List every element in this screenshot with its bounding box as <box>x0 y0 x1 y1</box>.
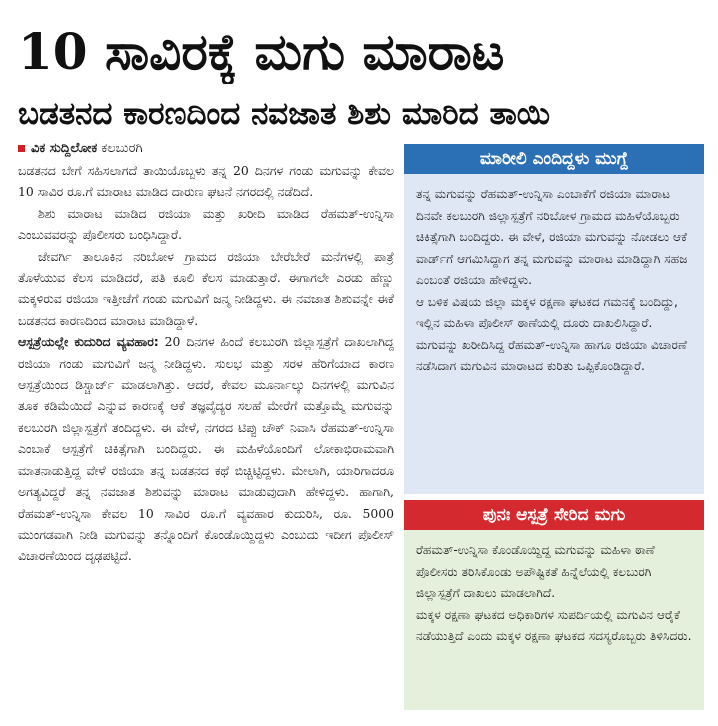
sidebar-box-hospital <box>404 500 704 712</box>
box-paragraph: ರೆಹಮತ್-ಉನ್ನಿಸಾ ಕೊಂಡೊಯ್ದಿದ್ದ ಮಗುವನ್ನು ಮಹಿಳಾ ಠಾಣೆ ಪೊಲೀಸರು ತರಿಸಿಕೊಂಡು ಅಪೌಷ್ಟಿಕತೆ ಹಿನ್ನೆಲೆಯಲ್ಲಿ ಕಲಬುರಗಿ ಜಿಲ್ಲಾಸ್ಪತ್ರೆಗೆ ದಾಖಲು ಮಾಡಲಾಗಿದೆ. <box>416 543 655 600</box>
box-paragraph: ಮಕ್ಕಳ ರಕ್ಷಣಾ ಘಟಕದ ಅಧಿಕಾರಿಗಳ ಸುಪರ್ದಿಯಲ್ಲಿ ಮಗುವಿನ ಆರೈಕೆ ನಡೆಯುತ್ತಿದೆ ಎಂದು ಮಕ್ಕಳ ರಕ್ಷಣಾ ಘಟಕದ ಸದಸ್ಯರೊಬ್ಬರು ತಿಳಿಸಿದರು. <box>416 607 692 643</box>
box-paragraph: ಆ ಬಳಿಕ ವಿಷಯ ಜಿಲ್ಲಾ ಮಕ್ಕಳ ರಕ್ಷಣಾ ಘಟಕದ ಗಮನಕ್ಕೆ ಬಂದಿದ್ದು, ಇಲ್ಲಿನ ಮಹಿಳಾ ಪೊಲೀಸ್ ಠಾಣೆಯಲ್ಲಿ ದೂರು ದಾಖಲಿಸಿದ್ದಾರೆ. ಮಗುವನ್ನು ಖರೀದಿಸಿದ್ದ ರೆಹಮತ್-ಉನ್ನಿಸಾ ಹಾಗೂ ರಜಿಯಾ ವಿಚಾರಣೆ ನಡೆಸಿದಾಗ ಮಗುವಿನ ಮಾರಾಟದ ಕುರಿತು ಒಪ್ಪಿಕೊಂಡಿದ್ದಾರೆ. <box>416 294 687 373</box>
box-title: ಪುನಃ ಆಸ್ಪತ್ರೆ ಸೇರಿದ ಮಗು <box>404 500 704 530</box>
section-heading: ಆಸ್ಪತ್ರೆಯಲ್ಲೇ ಕುದುರಿದ ವ್ಯವಹಾರ: <box>18 334 159 350</box>
bullet-square-icon <box>18 145 25 152</box>
subheadline: ಬಡತನದ ಕಾರಣದಿಂದ ನವಜಾತ ಶಿಶು ಮಾರಿದ ತಾಯಿ <box>18 96 551 132</box>
byline-place: ಕಲಬುರಗಿ <box>101 141 143 156</box>
section-text: 20 ದಿನಗಳ ಹಿಂದೆ ಕಲಬುರಗಿ ಜಿಲ್ಲಾಸ್ಪತ್ರೆಗೆ ದಾಖಲಾಗಿದ್ದ ರಜಿಯಾ ಗಂಡು ಮಗುವಿಗೆ ಜನ್ಮ ನೀಡಿದ್ದಳು. ಸುಲಭ ಮತ್ತು ಸರಳ ಹೆರಿಗೆಯಾದ ಕಾರಣ ಆಸ್ಪತ್ರೆಯಿಂದ ಡಿಸ್ಚಾರ್ಜ್ ಮಾಡಲಾಗಿತ್ತು. ಆದರೆ, ಕೇವಲ ಮೂರ್ನಾಲ್ಕು ದಿನಗಳಲ್ಲಿ ಮಗುವಿನ ತೂಕ ಕಡಿಮೆಯಿದೆ ಎನ್ನುವ ಕಾರಣಕ್ಕೆ ಆಕೆ ತಜ್ಞವೈದ್ಯರ ಸಲಹೆ ಮೇರೆಗೆ ಮತ್ತೊಮ್ಮೆ ಮಗುವನ್ನು ಕಲಬುರಗಿ ಜಿಲ್ಲಾಸ್ಪತ್ರೆಗೆ ತಂದಿದ್ದಳು. ಈ ವೇಳೆ, ನಗರದ ಟಿಪ್ಪು ಚೌಕ್ ನಿವಾಸಿ ರೆಹಮತ್-ಉನ್ನಿಸಾ ಎಂಬಾಕೆ ಆಸ್ಪತ್ರೆಗೆ ಚಿಕಿತ್ಸೆಗಾಗಿ ಬಂದಿದ್ದರು. ಈ ಮಹಿಳೆಯೊಂದಿಗೆ ಲೋಕಾಭಿರಾಮವಾಗಿ ಮಾತನಾಡುತ್ತಿದ್ದ ವೇಳೆ ರಜಿಯಾ ತನ್ನ ಬಡತನದ ಕಥೆ ಬಿಚ್ಚಿಟ್ಟಿದ್ದಳು. ಮೇಲಾಗಿ, ಯಾರಿಗಾದರೂ ಅಗತ್ಯವಿದ್ದರೆ ತನ್ನ ನವಜಾತ ಶಿಶುವನ್ನು ಮಾರಾಟ ಮಾಡುವುದಾಗಿ ಹೇಳಿದ್ದಳು. ಹಾಗಾಗಿ, ರೆಹಮತ್-ಉನ್ನಿಸಾ ಕೇವಲ 10 ಸಾವಿರ ರೂ.ಗೆ ವ್ಯವಹಾರ ಕುದುರಿಸಿ, ರೂ. 5000 ಮುಂಗಡವಾಗಿ ನೀಡಿ ಮಗುವನ್ನು ತನ್ನೊಂದಿಗೆ ಕೊಂಡೊಯ್ದಿದ್ದಳು ಎಂಬುದು ಇದೀಗ ಪೊಲೀಸ್ ವಿಚಾರಣೆಯಿಂದ ದೃಢಪಟ್ಟಿದೆ. <box>18 334 394 564</box>
box-body <box>404 530 704 710</box>
headline: 10 ಸಾವಿರಕ್ಕೆ ಮಗು ಮಾರಾಟ <box>18 22 505 81</box>
byline <box>18 140 143 158</box>
box-title: ಮಾರೀಲಿ ಎಂದಿದ್ದಳು ಮುಗ್ದೆ <box>404 144 704 174</box>
article-paragraph: ಶಿಶು ಮಾರಾಟ ಮಾಡಿದ ರಜಿಯಾ ಮತ್ತು ಖರೀದಿ ಮಾಡಿದ ರೆಹಮತ್-ಉನ್ನಿಸಾ ಎಂಬುವವರನ್ನು ಪೊಲೀಸರು ಬಂಧಿಸಿದ್ದಾರೆ. <box>18 205 394 243</box>
box-body <box>404 174 704 494</box>
byline-source: ವಿಕ ಸುದ್ದಿಲೋಕ <box>31 141 98 156</box>
article-body <box>18 160 394 720</box>
article-paragraph: ಜೇವರ್ಗಿ ತಾಲೂಕಿನ ನರಿಬೋಳ ಗ್ರಾಮದ ರಜಿಯಾ ಬೇರೆಬೇರೆ ಮನೆಗಳಲ್ಲಿ ಪಾತ್ರೆ ತೊಳೆಯುವ ಕೆಲಸ ಮಾಡಿದರೆ, ಪತಿ ಕೂಲಿ ಕೆಲಸ ಮಾಡುತ್ತಾರೆ. ಈಗಾಗಲೇ ಎರಡು ಹೆಣ್ಣು ಮಕ್ಕಳಿರುವ ರಜಿಯಾ ಇತ್ತೀಚೆಗೆ ಗಂಡು ಮಗುವಿಗೆ ಜನ್ಮ ನೀಡಿದ್ದಳು. ಈ ನವಜಾತ ಶಿಶುವನ್ನೇ ಈಕೆ ಬಡತನದ ಕಾರಣದಿಂದ ಮಾರಾಟ ಮಾಡಿದ್ದಾಳೆ. <box>18 248 394 328</box>
box-paragraph: ತನ್ನ ಮಗುವನ್ನು ರೆಹಮತ್-ಉನ್ನಿಸಾ ಎಂಬಾಕೆಗೆ ರಜಿಯಾ ಮಾರಾಟ ದಿನವೇ ಕಲಬುರಗಿ ಜಿಲ್ಲಾಸ್ಪತ್ರೆಗೆ ನರಿಬೋಳ ಗ್ರಾಮದ ಮಹಿಳೆಯೊಬ್ಬರು ಚಿಕಿತ್ಸೆಗಾಗಿ ಬಂದಿದ್ದರು. ಈ ವೇಳೆ, ರಜಿಯಾ ಮಗುವನ್ನು ನೋಡಲು ಆಕೆ ವಾರ್ಡ್‌ಗೆ ಆಗಮಿಸಿದ್ದಾಗ ತನ್ನ ಮಗುವನ್ನು ಮಾರಾಟ ಮಾಡಿದ್ದಾಗಿ ಸಹಜ ಎಂಬಂತೆ ರಜಿಯಾ ಹೇಳಿದ್ದಳು. <box>416 187 688 287</box>
article-paragraph: ಬಡತನದ ಬೇಗೆ ಸಹಿಸಲಾಗದೆ ತಾಯಿಯೊಬ್ಬಳು ತನ್ನ 20 ದಿನಗಳ ಗಂಡು ಮಗುವನ್ನು ಕೇವಲ 10 ಸಾವಿರ ರೂ.ಗೆ ಮಾರಾಟ ಮಾಡಿದ ದಾರುಣ ಘಟನೆ ನಗರದಲ್ಲಿ ನಡೆದಿದೆ. <box>18 163 394 200</box>
sidebar-box-revealed <box>404 144 704 494</box>
article-section <box>18 331 394 566</box>
